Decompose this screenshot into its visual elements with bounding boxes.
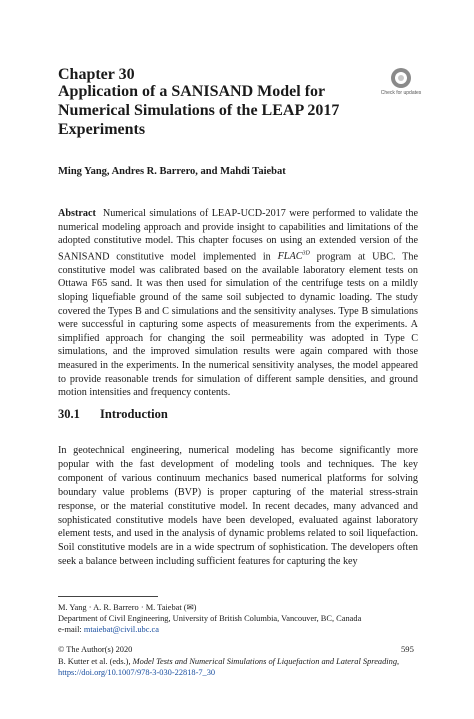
chapter-title: Application of a SANISAND Model for Numerical Simulations of the LEAP 2017 Experiments bbox=[58, 83, 340, 138]
abstract-text-part-1: Numerical simulations of LEAP-UCD-2017 were performed to validate the numerical modeling approach and provide insight to capabilities and limitations of the adopted constitutive model. This chapter focuses on using an extended version of the SANISAND constitutive model implemented in bbox=[58, 208, 419, 263]
section-number: 30.1 bbox=[58, 407, 80, 421]
check-for-updates-icon bbox=[391, 68, 411, 88]
footnote-divider bbox=[58, 596, 158, 597]
footnote-affiliation: Department of Civil Engineering, University of British Columbia, Vancouver, BC, Canada bbox=[58, 614, 362, 624]
citation-editors: B. Kutter et al. (eds.), bbox=[58, 656, 131, 666]
email-label: e-mail: bbox=[58, 625, 82, 635]
introduction-paragraph: In geotechnical engineering, numerical modeling has become significantly more popular with the fast development of modeling tools and techniques. The key component of various continuum mechanics based numerical platforms for solving boundary value problems (BVP) is proper capturing of the material stress-strain response, or the material constitutive model. In recent decades, many advanced and sophisticated constitutive models have been developed, evaluated against laboratory element tests, and used in the analysis of dynamic problems related to soil liquefaction. Soil constitutive models are in a wide spectrum of sophistication. The developers often seek a balance between including sufficient features for capturing the key bbox=[58, 445, 418, 568]
section-heading bbox=[58, 407, 168, 422]
author-list: Ming Yang, Andres R. Barrero, and Mahdi Taiebat bbox=[58, 166, 286, 177]
section-title: Introduction bbox=[100, 407, 168, 421]
author-footnote bbox=[58, 602, 423, 636]
email-link[interactable]: mtaiebat@civil.ubc.ca bbox=[83, 625, 159, 635]
citation-line: B. Kutter et al. (eds.), Model Tests and Numerical Simulations of Liquefaction and Lateral Spreading, https://doi.org/10.1007/978-3-030-22818-7_30 bbox=[58, 656, 400, 678]
flac-term: $FLAC^{3D}$ bbox=[277, 250, 310, 263]
book-title: Model Tests and Numerical Simulations of Liquefaction and Lateral Spreading bbox=[132, 656, 398, 666]
abstract bbox=[58, 207, 418, 400]
page-number: 595 bbox=[401, 644, 414, 654]
abstract-text-part-2: program at UBC. The constitutive model was calibrated based on the available laboratory element tests on Ottawa F65 sand. It was then used for simulation of the centrifuge tests on a mildly sloping liquefiable ground of the same soil subjected to dynamic loading. The study covered the Types B and C simulations and the sensitivity analyses. Type B simulations were successful in capturing some aspects of measurements from the experiments. A simplified approach for changing the soil permeability was adopted in Type C simulations, and the improved simulation results were again compared with those measured in the experiments. In the numerical sensitivity analyses, the model appeared to provide reasonable trends for simulation of different sample densities, and ground motion intensities and frequency contents. bbox=[58, 251, 419, 399]
chapter-number: Chapter 30 bbox=[58, 66, 135, 83]
copyright-block bbox=[58, 644, 423, 679]
doi-link[interactable]: https://doi.org/10.1007/978-3-030-22818-7_30 bbox=[58, 668, 216, 678]
footnote-authors: M. Yang · A. R. Barrero · M. Taiebat (✉) bbox=[58, 603, 197, 612]
footnote-email-line bbox=[58, 624, 423, 635]
check-for-updates-badge[interactable] bbox=[380, 68, 422, 104]
check-for-updates-label: Check for updates bbox=[380, 90, 422, 96]
copyright-line: © The Author(s) 2020 bbox=[58, 645, 133, 654]
abstract-label: Abstract bbox=[58, 208, 96, 219]
